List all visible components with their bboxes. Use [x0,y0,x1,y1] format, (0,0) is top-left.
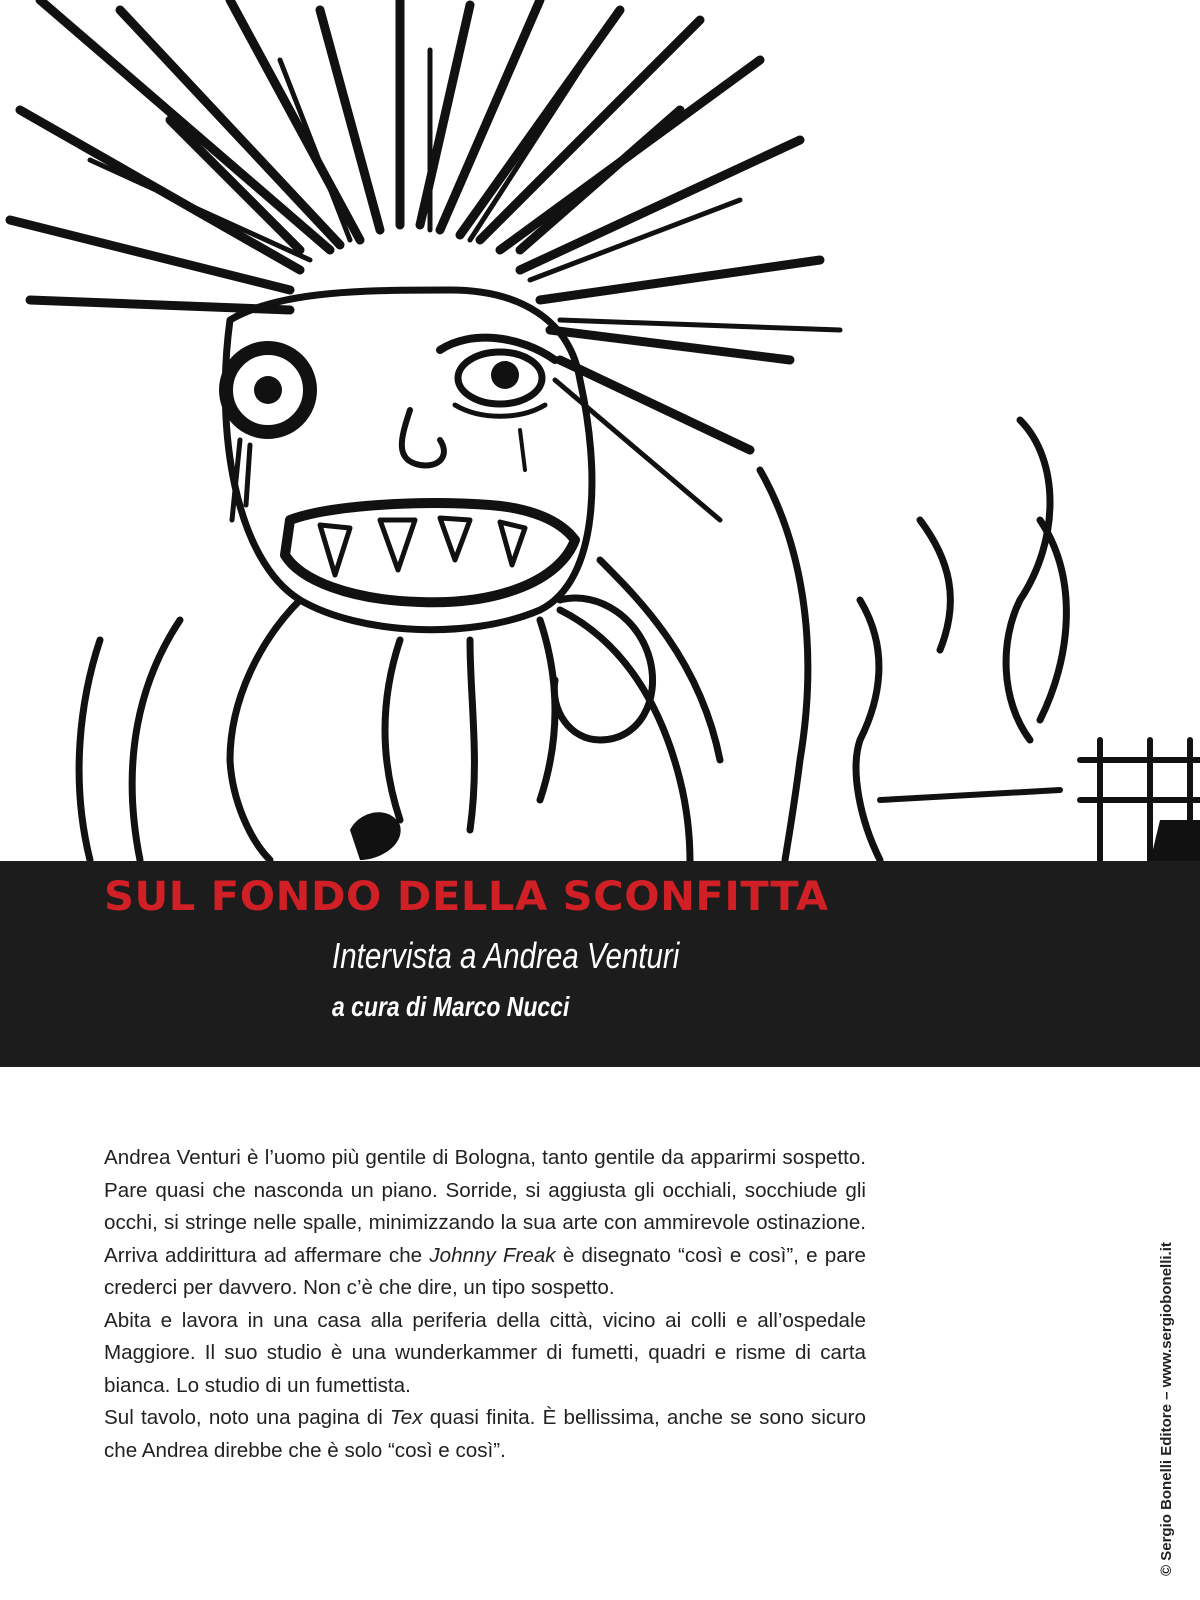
comic-title-johnny-freak: Johnny Freak [429,1243,556,1267]
body-paragraph-1-part-a: Andrea Venturi è l’uomo più gentile di Bologna, tanto gentile da apparirmi sospetto. Pare quasi che nasconda un piano. Sorride, si aggiusta gli occhiali, socchiude gli occhi, si stringe nelle spalle, minimizzando la sua arte con ammirevole ostinazione. Arriva addirittura ad affermare che [104,1146,866,1267]
article-body [104,1142,866,1467]
body-paragraph-1 [104,1142,866,1305]
body-paragraph-3 [104,1402,866,1467]
article-title [104,873,829,921]
article-subtitle: Intervista a Andrea Venturi [332,935,680,976]
copyright-credit: © Sergio Bonelli Editore – www.sergiobonelli.it [1158,1242,1175,1576]
body-paragraph-1-part-b: è disegnato “così e così”, e pare crederci per davvero. Non c’è che dire, un tipo sospetto. [104,1243,867,1299]
body-paragraph-2: Abita e lavora in una casa alla periferia della città, vicino ai colli e all’ospedale Maggiore. Il suo studio è una wunderkammer di fumetti, quadri e risme di carta bianca. Lo studio di un fumettista. [104,1308,866,1397]
article-title-text: SUL FONDO DELLA SCONFITTA [104,874,829,920]
comic-title-tex: Tex [390,1406,423,1429]
article-byline: a cura di Marco Nucci [332,991,570,1022]
body-paragraph-3-part-a: Sul tavolo, noto una pagina di [104,1406,391,1429]
body-paragraph-3-part-b: quasi finita. È bellissima, anche se sono sicuro che Andrea direbbe che è solo “così e così”. [104,1406,866,1462]
